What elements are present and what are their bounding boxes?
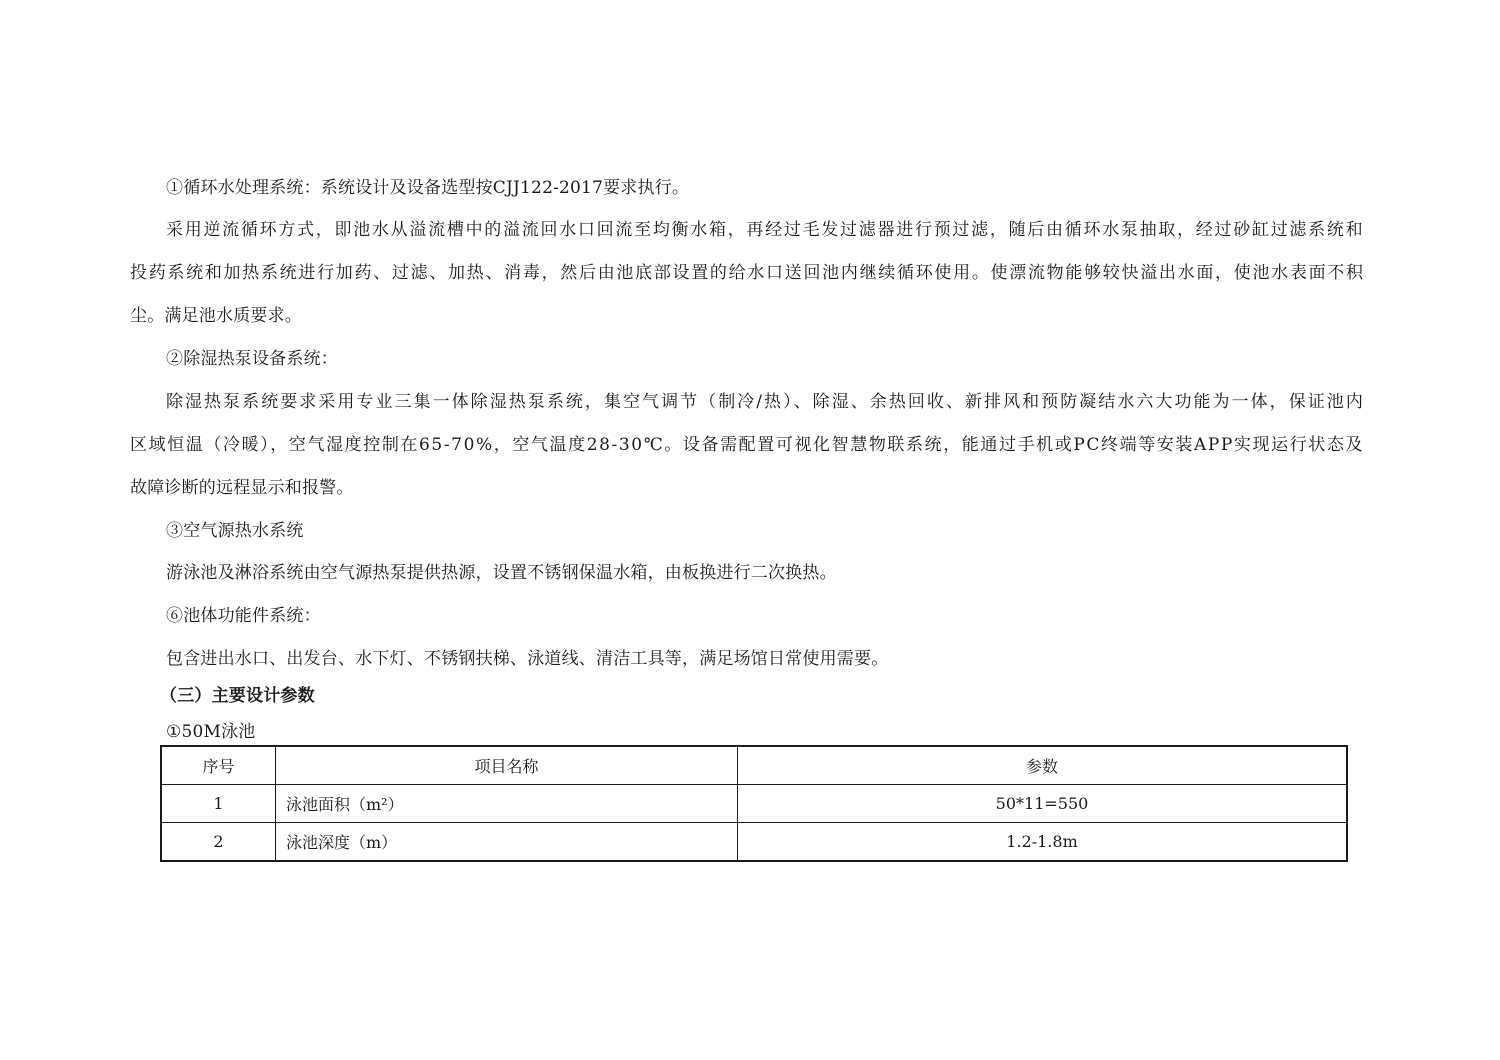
paragraph-circulation-line-2: 投药系统和加热系统进行加药、过滤、加热、消毒，然后由池底部设置的给水口送回池内继续循环使用。使漂流物能够较快溢出水面，使池水表面不积 <box>130 263 1365 283</box>
table-cell-no: 1 <box>161 785 276 823</box>
table-cell-no: 2 <box>161 823 276 862</box>
paragraph-circulation-line-1: 采用逆流循环方式，即池水从溢流槽中的溢流回水口回流至均衡水箱，再经过毛发过滤器进行预过滤，随后由循环水泵抽取，经过砂缸过滤系统和 <box>166 220 1365 240</box>
table-cell-name: 泳池面积（m²） <box>276 785 738 823</box>
paragraph-dehumidify-title: ②除湿热泵设备系统： <box>166 349 338 369</box>
paragraph-dehumidify-line-2: 区域恒温（冷暖），空气湿度控制在65-70%，空气温度28-30℃。设备需配置可视化智慧物联系统，能通过手机或PC终端等安装APP实现运行状态及 <box>130 435 1365 455</box>
paragraph-airsource-body: 游泳池及淋浴系统由空气源热泵提供热源，设置不锈钢保温水箱，由板换进行二次换热。 <box>166 563 837 583</box>
section-heading-design-params: （三）主要设计参数 <box>160 686 315 706</box>
table-row <box>161 823 1347 862</box>
table-header-value: 参数 <box>738 746 1348 785</box>
paragraph-pool-parts-body: 包含进出水口、出发台、水下灯、不锈钢扶梯、泳道线、清洁工具等，满足场馆日常使用需要。 <box>166 649 889 669</box>
table-caption: ①50M泳池 <box>166 722 256 742</box>
table-row <box>161 785 1347 823</box>
paragraph-circulation-line-3: 尘。满足池水质要求。 <box>130 306 302 326</box>
paragraph-airsource-title: ③空气源热水系统 <box>166 521 304 541</box>
table-cell-name: 泳池深度（m） <box>276 823 738 862</box>
table-header-name: 项目名称 <box>276 746 738 785</box>
paragraph-pool-parts-title: ⑥池体功能件系统： <box>166 606 321 626</box>
table-header-row <box>161 746 1347 785</box>
table-cell-value: 50*11=550 <box>738 785 1348 823</box>
paragraph-dehumidify-line-3: 故障诊断的远程显示和报警。 <box>130 478 354 498</box>
design-params-table <box>160 745 1348 862</box>
paragraph-circulation-title: ①循环水处理系统：系统设计及设备选型按CJJ122-2017要求执行。 <box>166 178 690 198</box>
table-cell-value: 1.2-1.8m <box>738 823 1348 862</box>
paragraph-dehumidify-line-1: 除湿热泵系统要求采用专业三集一体除湿热泵系统，集空气调节（制冷/热）、除湿、余热回收、新排风和预防凝结水六大功能为一体，保证池内 <box>166 392 1365 412</box>
table-header-no: 序号 <box>161 746 276 785</box>
